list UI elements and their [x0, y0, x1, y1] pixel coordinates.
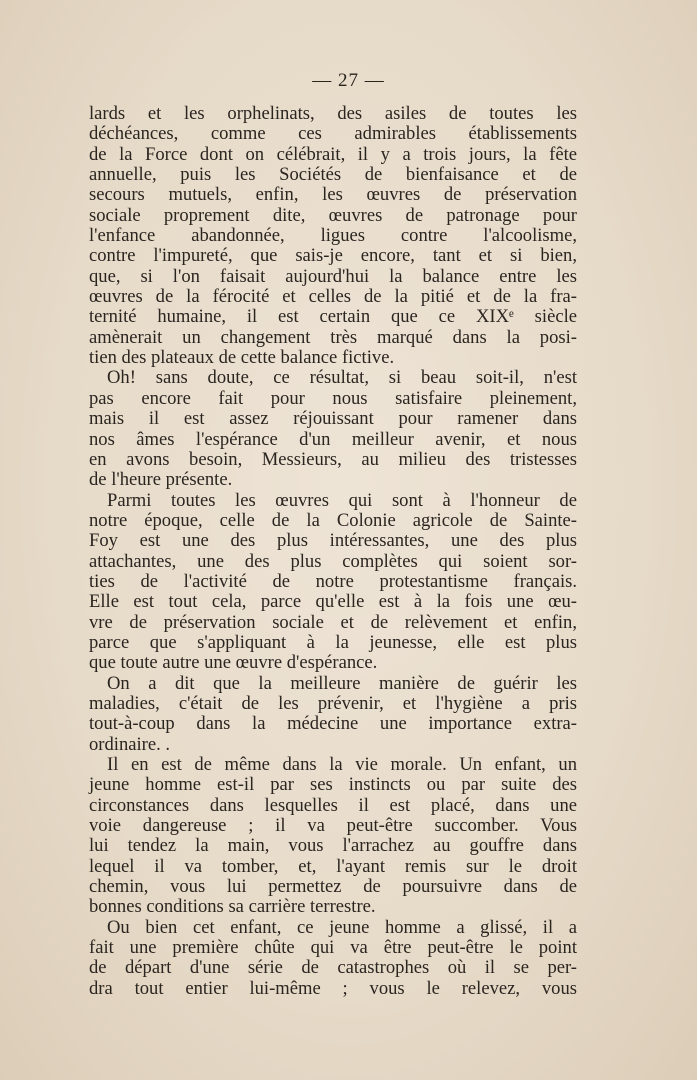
text-line: lards et les orphelinats, des asiles de toutes les — [89, 103, 577, 124]
text-line: œuvres de la férocité et celles de la pitié et de la fra- — [89, 286, 577, 308]
text-line: tout-à-coup dans la médecine une importance extra- — [89, 713, 577, 735]
text-line: l'enfance abandonnée, ligues contre l'alcoolisme, — [89, 225, 577, 247]
text-line: lequel il va tomber, et, l'ayant remis sur le droit — [89, 855, 577, 877]
text-line: secours mutuels, enfin, les œuvres de préservation — [89, 184, 577, 206]
text-line: lui tendez la main, vous l'arrachez au gouffre dans — [89, 835, 577, 857]
page-number: — 27 — — [312, 70, 385, 91]
text-line: contre l'impureté, que sais-je encore, tant et si bien, — [89, 245, 577, 267]
text-line: Il en est de même dans la vie morale. Un enfant, un — [107, 754, 577, 775]
text-line: attachantes, une des plus complètes qui soient sor- — [89, 550, 577, 572]
text-line: de l'heure présente. — [89, 469, 233, 491]
text-line: Parmi toutes les œuvres qui sont à l'honneur de — [107, 489, 577, 511]
text-line: chemin, vous lui permettez de poursuivre dans de — [89, 876, 577, 898]
text-line: ternité humaine, il est certain que ce XIXᵉ siècle — [89, 306, 577, 328]
text-line: Foy est une des plus intéressantes, une des plus — [89, 530, 577, 552]
text-line: On a dit que la meilleure manière de guérir les — [107, 672, 577, 694]
text-line: déchéances, comme ces admirables établissements — [89, 123, 577, 145]
text-line: jeune homme est-il par ses instincts ou par suite des — [89, 774, 577, 796]
text-line: Oh! sans doute, ce résultat, si beau soit-il, n'est — [107, 367, 577, 389]
text-line: que, si l'on faisait aujourd'hui la balance entre les — [89, 265, 577, 287]
body-text — [89, 104, 577, 999]
text-line: voie dangereuse ; il va peut-être succomber. Vous — [89, 815, 577, 837]
text-line: sociale proprement dite, œuvres de patronage pour — [89, 204, 577, 226]
text-line: bonnes conditions sa carrière terrestre. — [89, 896, 376, 918]
text-line: Ou bien cet enfant, ce jeune homme a glissé, il a — [107, 916, 577, 938]
text-line: que toute autre une œuvre d'espérance. — [89, 652, 378, 674]
text-line: ordinaire. . — [89, 733, 171, 755]
text-line: circonstances dans lesquelles il est placé, dans une — [89, 794, 577, 816]
text-line: de la Force dont on célébrait, il y a trois jours, la fête — [89, 143, 577, 165]
text-line: amènerait un changement très marqué dans la posi- — [89, 326, 577, 348]
text-line: dra tout entier lui-même ; vous le relevez, vous — [89, 977, 577, 999]
text-line: ties de l'activité de notre protestantisme français. — [89, 570, 577, 592]
text-line: annuelle, puis les Sociétés de bienfaisance et de — [89, 164, 577, 186]
text-line: maladies, c'était de les prévenir, et l'hygiène a pris — [89, 692, 577, 714]
text-line: tien des plateaux de cette balance fictive. — [89, 347, 395, 369]
text-line: pas encore fait pour nous satisfaire pleinement, — [89, 387, 577, 409]
text-line: de départ d'une série de catastrophes où il se per- — [89, 957, 577, 979]
text-line: nos âmes l'espérance d'un meilleur avenir, et nous — [89, 428, 577, 450]
text-line: vre de préservation sociale et de relèvement et enfin, — [89, 611, 577, 633]
text-line: Elle est tout cela, parce qu'elle est à la fois une œu- — [89, 591, 577, 613]
text-line: parce que s'appliquant à la jeunesse, elle est plus — [89, 631, 577, 653]
text-line: notre époque, celle de la Colonie agricole de Sainte- — [89, 509, 577, 531]
text-line: en avons besoin, Messieurs, au milieu des tristesses — [89, 448, 577, 470]
text-line: fait une première chûte qui va être peut-être le point — [89, 937, 577, 959]
text-line: mais il est assez réjouissant pour ramener dans — [89, 408, 577, 430]
